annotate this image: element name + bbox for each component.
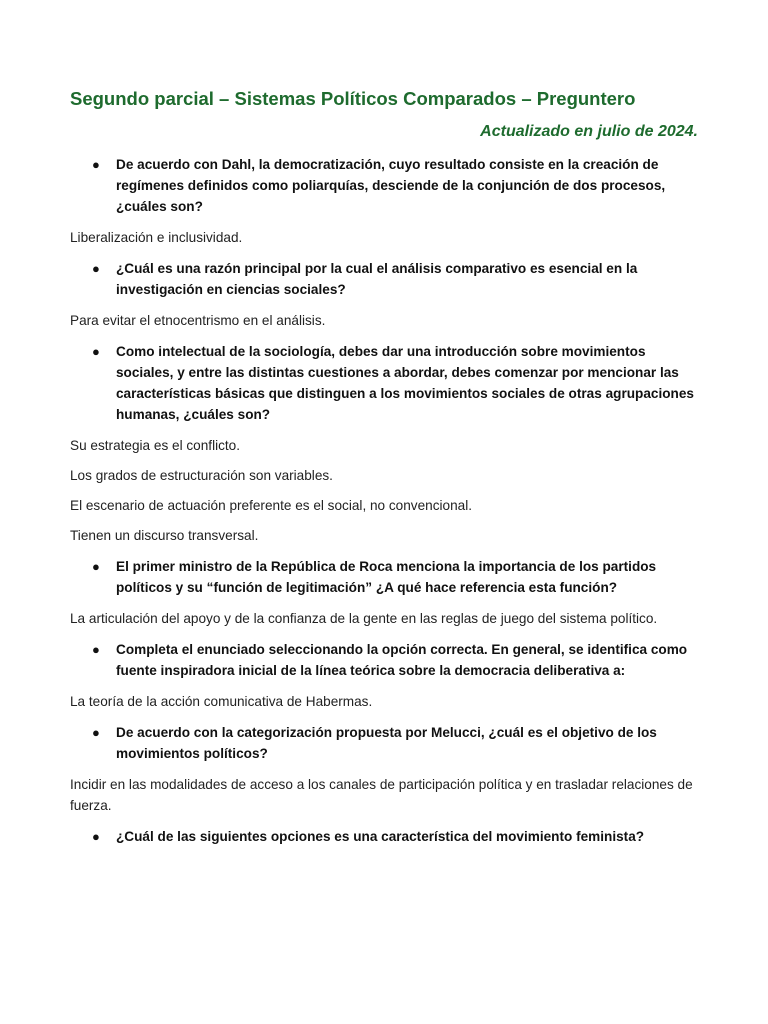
bullet-icon: ●: [92, 642, 100, 657]
question-text: Completa el enunciado seleccionando la opción correcta. En general, se identifica como fuente inspiradora inicial de la línea teórica sobre la democracia deliberativa a:: [116, 642, 688, 678]
bullet-icon: ●: [92, 261, 100, 276]
question-text: ¿Cuál es una razón principal por la cual el análisis comparativo es esencial en la investigación en ciencias sociales?: [116, 261, 638, 297]
question-item: [70, 639, 698, 681]
document-title: Segundo parcial – Sistemas Políticos Comparados – Preguntero: [70, 88, 636, 109]
answer-text: La teoría de la acción comunicativa de Habermas.: [70, 694, 373, 709]
question-item: [70, 556, 698, 598]
question-text: El primer ministro de la República de Roca menciona la importancia de los partidos políticos y su “función de legitimación” ¿A qué hace referencia esta función?: [116, 559, 657, 595]
answer-text: Incidir en las modalidades de acceso a los canales de participación política y en trasladar relaciones de fuerza.: [70, 777, 693, 813]
bullet-icon: ●: [92, 559, 100, 574]
question-text: ¿Cuál de las siguientes opciones es una característica del movimiento feminista?: [116, 829, 645, 844]
question-text: Como intelectual de la sociología, debes dar una introducción sobre movimientos sociales, y entre las distintas cuestiones a abordar, debes comenzar por mencionar las características básicas que distinguen a los movimientos sociales de otras agrupaciones humanas, ¿cuáles son?: [116, 344, 694, 422]
question-list: [70, 154, 698, 847]
bullet-icon: ●: [92, 157, 100, 172]
answer-text: Los grados de estructuración son variables.: [70, 468, 333, 483]
answer-text: Liberalización e inclusividad.: [70, 230, 243, 245]
answer-text: El escenario de actuación preferente es el social, no convencional.: [70, 498, 473, 513]
question-item: [70, 826, 698, 847]
question-item: [70, 258, 698, 300]
question-item: [70, 722, 698, 764]
bullet-icon: ●: [92, 725, 100, 740]
answer-text: La articulación del apoyo y de la confianza de la gente en las reglas de juego del sistema político.: [70, 611, 658, 626]
question-item: [70, 154, 698, 217]
question-text: De acuerdo con la categorización propuesta por Melucci, ¿cuál es el objetivo de los movimientos políticos?: [116, 725, 657, 761]
answer-text: Su estrategia es el conflicto.: [70, 438, 241, 453]
answer-text: Para evitar el etnocentrismo en el análisis.: [70, 313, 326, 328]
bullet-icon: ●: [92, 344, 100, 359]
question-text: De acuerdo con Dahl, la democratización, cuyo resultado consiste en la creación de regímenes definidos como poliarquías, desciende de la conjunción de dos procesos, ¿cuáles son?: [116, 157, 666, 214]
updated-date: Actualizado en julio de 2024.: [480, 123, 698, 140]
bullet-icon: ●: [92, 829, 100, 844]
question-item: [70, 341, 698, 425]
answer-text: Tienen un discurso transversal.: [70, 528, 259, 543]
